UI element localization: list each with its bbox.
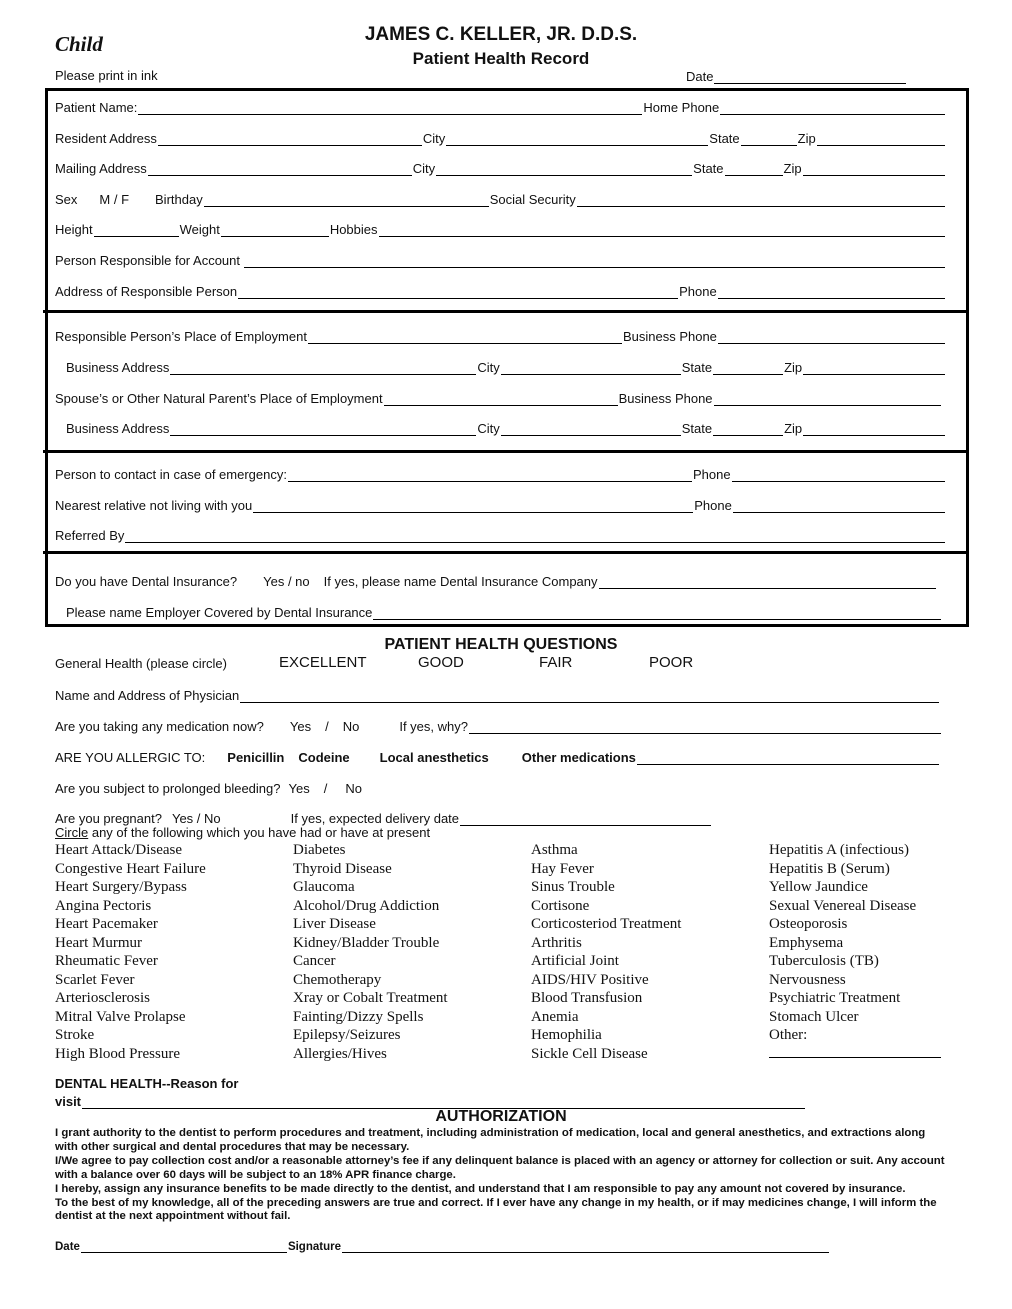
sex-birthday-row	[55, 190, 946, 207]
phone-label: Phone	[679, 284, 717, 299]
state-label: State	[693, 161, 724, 176]
responsible-address-field[interactable]	[238, 285, 678, 299]
bleeding-row	[55, 779, 946, 796]
resident-address-field[interactable]	[158, 132, 422, 146]
condition-item[interactable]: Nervousness	[769, 971, 846, 988]
condition-item[interactable]: Emphysema	[769, 934, 844, 951]
state-field[interactable]	[713, 361, 783, 375]
condition-item[interactable]: Cortisone	[531, 897, 590, 914]
hobbies-field[interactable]	[379, 223, 945, 237]
phone-field[interactable]	[733, 499, 945, 513]
why-label: If yes, why?	[399, 719, 468, 734]
condition-item[interactable]: Sinus Trouble	[531, 879, 615, 895]
relative-field[interactable]	[253, 499, 693, 513]
state-label: State	[681, 421, 713, 436]
condition-item[interactable]: Osteoporosis	[769, 916, 848, 932]
condition-item[interactable]: Blood Transfusion	[531, 990, 643, 1006]
emergency-row	[55, 465, 946, 482]
mailing-address-field[interactable]	[148, 162, 412, 176]
business-phone-label: Business Phone	[622, 329, 717, 344]
sex-options[interactable]: M / F	[99, 192, 130, 207]
condition-item[interactable]: AIDS/HIV Positive	[531, 971, 649, 988]
condition-item[interactable]: Chemotherapy	[293, 971, 382, 988]
delivery-field[interactable]	[460, 812, 711, 826]
section-divider	[43, 551, 969, 554]
insurance-company-field[interactable]	[599, 575, 936, 589]
zip-label: Zip	[784, 421, 803, 436]
date-label: Date	[686, 69, 714, 84]
state-label: State	[681, 360, 713, 375]
social-security-field[interactable]	[577, 193, 945, 207]
patient-name-label: Patient Name:	[55, 100, 138, 115]
condition-item[interactable]: Alcohol/Drug Addiction	[293, 897, 440, 914]
condition-item[interactable]: Artificial Joint	[531, 953, 619, 969]
pregnant-row	[55, 809, 712, 826]
allergen-penicillin[interactable]: Penicillin	[227, 750, 285, 765]
zip-field[interactable]	[803, 422, 945, 436]
other-medications-field[interactable]	[637, 751, 939, 765]
zip-label: Zip	[797, 131, 816, 146]
weight-label: Weight	[179, 222, 220, 237]
option-good[interactable]: GOOD	[418, 654, 464, 671]
pregnant-yes-no[interactable]: Yes / No	[171, 811, 221, 826]
form-title: Patient Health Record	[412, 49, 590, 68]
business-address-field[interactable]	[170, 361, 476, 375]
condition-item[interactable]: Psychiatric Treatment	[769, 990, 901, 1006]
condition-item[interactable]: Angina Pectoris	[55, 897, 152, 914]
business-address-label: Business Address	[66, 421, 170, 436]
city-field[interactable]	[436, 162, 692, 176]
insurance-employer-row	[66, 603, 942, 620]
signature-date-field[interactable]	[81, 1239, 287, 1253]
emergency-field[interactable]	[288, 468, 692, 482]
bleeding-no[interactable]: No	[345, 781, 362, 796]
spouse-employment-label: Spouse’s or Other Natural Parent’s Place of Employment	[55, 391, 383, 406]
signature-field[interactable]	[342, 1239, 829, 1253]
condition-item[interactable]: Scarlet Fever	[55, 971, 135, 988]
business-phone-label: Business Phone	[618, 391, 713, 406]
visit-reason-field[interactable]	[82, 1095, 805, 1109]
condition-item[interactable]: Hemophilia	[531, 1027, 602, 1043]
state-field[interactable]	[713, 422, 783, 436]
business-phone-field[interactable]	[714, 392, 941, 406]
condition-item[interactable]: Other:	[769, 1027, 808, 1043]
visit-row	[55, 1092, 806, 1109]
condition-item[interactable]: Kidney/Bladder Trouble	[293, 934, 440, 951]
authorization-paragraph: I hereby, assign any insurance benefits to be made directly to the dentist, and understand that I am responsible to pay any amount not covered by insurance.	[55, 1182, 906, 1195]
business-address-label: Business Address	[66, 360, 170, 375]
zip-field[interactable]	[803, 361, 945, 375]
pregnant-label: Are you pregnant?	[55, 811, 162, 826]
weight-field[interactable]	[221, 223, 329, 237]
condition-item[interactable]: Heart Attack/Disease	[55, 842, 183, 858]
height-label: Height	[55, 222, 93, 237]
condition-item[interactable]: Arteriosclerosis	[55, 990, 150, 1006]
condition-item[interactable]: Hepatitis A (infectious)	[769, 842, 909, 858]
delivery-label: If yes, expected delivery date	[290, 811, 460, 826]
responsible-address-row	[55, 282, 946, 299]
conditions-column-3	[531, 841, 681, 1063]
spouse-employment-field[interactable]	[384, 392, 618, 406]
condition-item[interactable]: Sickle Cell Disease	[531, 1045, 648, 1062]
city-field[interactable]	[501, 422, 681, 436]
home-phone-label: Home Phone	[643, 100, 720, 115]
social-security-label: Social Security	[489, 192, 576, 207]
state-field[interactable]	[741, 132, 797, 146]
zip-label: Zip	[784, 360, 803, 375]
city-label: City	[477, 360, 500, 375]
responsible-label: Person Responsible for Account	[55, 253, 240, 268]
circle-word: Circle	[55, 825, 89, 840]
condition-item[interactable]: Stomach Ulcer	[769, 1008, 859, 1025]
conditions-column-2	[293, 841, 448, 1063]
circle-instruction	[55, 825, 430, 840]
condition-item[interactable]: Fainting/Dizzy Spells	[293, 1008, 424, 1025]
zip-label: Zip	[783, 161, 802, 176]
condition-item[interactable]: Corticosteriod Treatment	[531, 916, 682, 932]
other-condition-field[interactable]	[769, 1045, 941, 1058]
signature-date-label: Date	[55, 1241, 80, 1253]
slash: /	[323, 781, 328, 796]
condition-item[interactable]: Thyroid Disease	[293, 860, 392, 877]
condition-item[interactable]: Hay Fever	[531, 860, 594, 877]
city-field[interactable]	[501, 361, 681, 375]
zip-field[interactable]	[803, 162, 945, 176]
emergency-label: Person to contact in case of emergency:	[55, 467, 287, 482]
date-field[interactable]	[686, 67, 907, 84]
condition-item[interactable]: Heart Murmur	[55, 934, 143, 951]
birthday-field[interactable]	[204, 193, 489, 207]
authorization-paragraph: I grant authority to the dentist to perform procedures and treatment, including administration of medication, local and general anesthetics, and extractions along with other surgical and dental procedures that may be necessary.	[55, 1127, 926, 1153]
employment-label: Responsible Person’s Place of Employment	[55, 329, 307, 344]
bleeding-label: Are you subject to prolonged bleeding?	[55, 781, 281, 796]
condition-item[interactable]: Rheumatic Fever	[55, 953, 158, 969]
why-field[interactable]	[469, 720, 941, 734]
condition-item[interactable]: Liver Disease	[293, 916, 376, 932]
other-medications-label: Other medications	[521, 750, 636, 765]
relative-label: Nearest relative not living with you	[55, 498, 253, 513]
condition-item[interactable]: Tuberculosis (TB)	[769, 953, 879, 969]
section-divider	[43, 310, 969, 313]
option-poor[interactable]: POOR	[649, 654, 694, 671]
insurance-row	[55, 572, 937, 589]
option-excellent[interactable]: EXCELLENT	[279, 654, 367, 671]
responsible-address-label: Address of Responsible Person	[55, 284, 238, 299]
insurance-employer-label: Please name Employer Covered by Dental Insurance	[66, 605, 373, 620]
medication-yes[interactable]: Yes	[289, 719, 312, 734]
state-label: State	[709, 131, 740, 146]
state-field[interactable]	[725, 162, 783, 176]
physician-row	[55, 686, 940, 703]
insurance-question: Do you have Dental Insurance?	[55, 574, 238, 589]
resident-address-row	[55, 129, 946, 146]
authorization-paragraph: I/We agree to pay collection cost and/or a reasonable attorney’s fee if any delinquent balance is placed with an agency or attorney for collection or suit. Any account with a balance over 60 days will be subject to an 18% APR finance charge.	[55, 1154, 945, 1181]
child-form-tag: Child	[55, 32, 103, 56]
condition-item[interactable]: Asthma	[531, 842, 578, 858]
city-label: City	[477, 421, 500, 436]
city-field[interactable]	[446, 132, 708, 146]
date-line[interactable]	[714, 70, 906, 84]
allergen-local-anesthetics[interactable]: Local anesthetics	[379, 750, 489, 765]
visit-label: visit	[55, 1094, 82, 1109]
phone-field[interactable]	[718, 285, 945, 299]
patient-name-field[interactable]	[138, 101, 642, 115]
condition-item[interactable]: Hepatitis B (Serum)	[769, 860, 890, 877]
condition-item[interactable]: Yellow Jaundice	[769, 879, 868, 895]
section-divider	[43, 450, 969, 453]
health-section-title: PATIENT HEALTH QUESTIONS	[384, 636, 618, 653]
dental-health-label: DENTAL HEALTH--Reason for	[55, 1076, 239, 1091]
spouse-employment-row	[55, 389, 942, 406]
business-address-row	[66, 358, 946, 375]
signature-label: Signature	[287, 1241, 341, 1253]
city-label: City	[412, 161, 436, 176]
authorization-text	[55, 1127, 945, 1224]
phone-label: Phone	[692, 467, 731, 482]
height-weight-row	[55, 220, 946, 237]
physician-label: Name and Address of Physician	[55, 688, 240, 703]
allergy-row	[55, 748, 940, 765]
phone-field[interactable]	[732, 468, 945, 482]
condition-item[interactable]: Congestive Heart Failure	[55, 860, 206, 877]
insurance-company-label: If yes, please name Dental Insurance Company	[323, 574, 598, 589]
patient-name-row	[55, 98, 946, 115]
slash: /	[325, 719, 329, 734]
condition-item[interactable]: Sexual Venereal Disease	[769, 897, 917, 914]
physician-field[interactable]	[240, 689, 939, 703]
zip-field[interactable]	[817, 132, 945, 146]
condition-item[interactable]: Diabetes	[293, 842, 346, 858]
responsible-field[interactable]	[244, 254, 945, 268]
phone-label: Phone	[694, 498, 732, 513]
general-health-label: General Health (please circle)	[55, 656, 227, 671]
business-address-field[interactable]	[170, 422, 476, 436]
mailing-address-label: Mailing Address	[55, 161, 147, 176]
sex-label: Sex	[55, 192, 78, 207]
authorization-paragraph: To the best of my knowledge, all of the preceding answers are true and correct. If I ever have any change in my health, or if may medicines change, I will inform the dentist at the next appointment without fail.	[55, 1196, 937, 1223]
condition-item[interactable]: Epilepsy/Seizures	[293, 1027, 401, 1043]
allergen-codeine[interactable]: Codeine	[298, 750, 350, 765]
medication-row	[55, 717, 942, 734]
condition-item[interactable]: Anemia	[531, 1008, 579, 1025]
referred-row	[55, 526, 946, 543]
insurance-yes-no[interactable]: Yes / no	[263, 574, 310, 589]
authorization-title: AUTHORIZATION	[435, 1108, 567, 1125]
condition-item[interactable]: High Blood Pressure	[55, 1045, 180, 1062]
circle-rest: any of the following which you have had or have at present	[88, 825, 431, 840]
business-address-row	[66, 419, 946, 436]
conditions-column-4	[769, 841, 941, 1058]
height-field[interactable]	[94, 223, 179, 237]
condition-item[interactable]: Allergies/Hives	[293, 1045, 387, 1062]
condition-item[interactable]: Xray or Cobalt Treatment	[293, 990, 448, 1006]
condition-item[interactable]: Cancer	[293, 953, 336, 969]
referred-field[interactable]	[125, 529, 945, 543]
condition-item[interactable]: Mitral Valve Prolapse	[55, 1008, 186, 1025]
bleeding-yes[interactable]: Yes	[288, 781, 310, 796]
employment-row	[55, 327, 946, 344]
condition-item[interactable]: Glaucoma	[293, 879, 355, 895]
medication-no[interactable]: No	[342, 719, 360, 734]
home-phone-field[interactable]	[720, 101, 945, 115]
referred-label: Referred By	[55, 528, 125, 543]
insurance-employer-field[interactable]	[373, 606, 941, 620]
business-phone-field[interactable]	[718, 330, 945, 344]
responsible-row	[55, 251, 946, 268]
condition-item[interactable]: Stroke	[55, 1027, 95, 1043]
employment-field[interactable]	[308, 330, 622, 344]
conditions-column-1	[55, 841, 206, 1063]
resident-address-label: Resident Address	[55, 131, 157, 146]
print-note: Please print in ink	[55, 68, 158, 83]
mailing-address-row	[55, 159, 946, 176]
city-label: City	[422, 131, 446, 146]
doctor-name: JAMES C. KELLER, JR. D.D.S.	[364, 24, 638, 45]
hobbies-label: Hobbies	[329, 222, 378, 237]
option-fair[interactable]: FAIR	[539, 654, 573, 671]
signature-row	[55, 1236, 830, 1253]
birthday-label: Birthday	[155, 192, 203, 207]
medication-label: Are you taking any medication now?	[55, 719, 264, 734]
condition-item[interactable]: Heart Surgery/Bypass	[55, 879, 187, 895]
condition-item[interactable]: Heart Pacemaker	[55, 916, 158, 932]
allergic-label: ARE YOU ALLERGIC TO:	[55, 750, 206, 765]
condition-item[interactable]: Arthritis	[531, 934, 582, 951]
relative-row	[55, 496, 946, 513]
